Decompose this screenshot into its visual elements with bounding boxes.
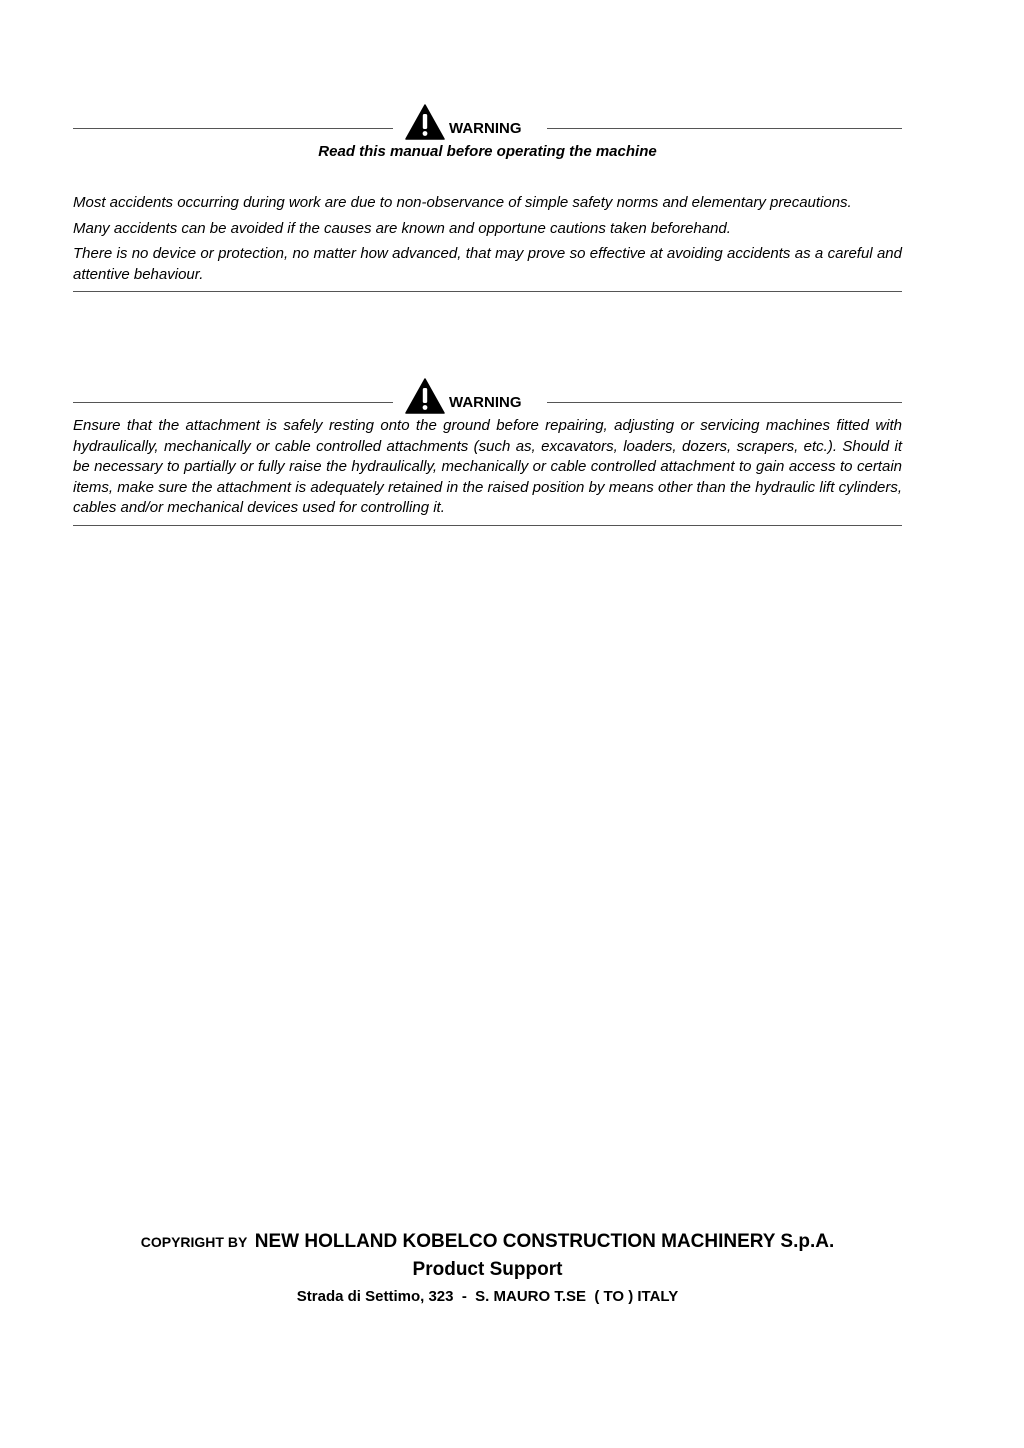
department-name: Product Support bbox=[412, 1259, 563, 1280]
warning-paragraph: Most accidents occurring during work are due to non-observance of simple safety norms and elementary precautions. bbox=[73, 194, 852, 211]
copyright-prefix: COPYRIGHT BY bbox=[140, 1234, 248, 1250]
warning-paragraph: Ensure that the attachment is safely resting onto the ground before repairing, adjusting or servicing machines fitted with hydraulically, mechanically or cable controlled attachments (such as, excavators, loaders, dozers, scrapers, etc.). Should it be necessary to partially or fully raise the hydraulically, mechanically or cable controlled attachment to gain access to certain items, make sure the attachment is adequately retained in the raised position by means other than the hydraulic lift cylinders, cables and/or mechanical devices used for controlling it. bbox=[73, 417, 902, 517]
warning-triangle-icon bbox=[405, 104, 445, 140]
warning-paragraph: There is no device or protection, no matter how advanced, that may prove so effective at avoiding accidents as a careful and attentive behaviour. bbox=[73, 245, 902, 283]
section-bottom-rule bbox=[73, 525, 902, 526]
warning-section-1 bbox=[73, 104, 902, 292]
warning-header bbox=[73, 104, 902, 142]
company-name: NEW HOLLAND KOBELCO CONSTRUCTION MACHINERY S.p.A. bbox=[254, 1231, 835, 1252]
warning-header bbox=[73, 378, 902, 416]
copyright-line bbox=[0, 1230, 975, 1255]
warning-triangle-icon bbox=[405, 378, 445, 414]
warning-section-2 bbox=[73, 378, 902, 526]
warning-label: WARNING bbox=[449, 394, 522, 411]
warning-paragraph: Many accidents can be avoided if the causes are known and opportune cautions taken beforehand. bbox=[73, 219, 731, 237]
warning-divider-right bbox=[547, 402, 902, 403]
section-bottom-rule bbox=[73, 291, 902, 292]
warning-divider-right bbox=[547, 128, 902, 129]
warning-divider-left bbox=[73, 128, 393, 129]
company-address: Strada di Settimo, 323 - S. MAURO T.SE ( TO ) ITALY bbox=[296, 1288, 679, 1305]
warning-label: WARNING bbox=[449, 120, 522, 137]
warning-subtitle: Read this manual before operating the machine bbox=[318, 143, 657, 160]
warning-divider-left bbox=[73, 402, 393, 403]
